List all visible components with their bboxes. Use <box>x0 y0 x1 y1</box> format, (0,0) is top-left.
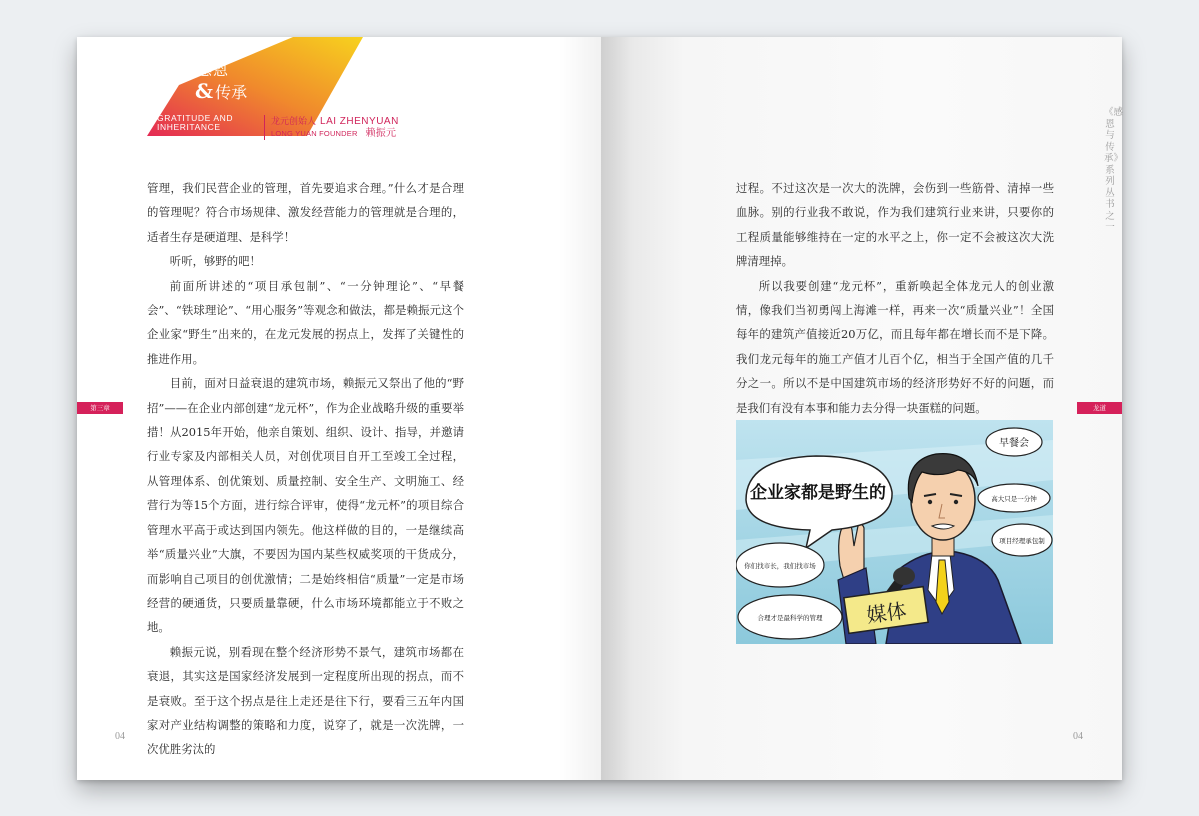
logo-title-en <box>157 114 267 132</box>
paragraph: 过程。不过这次是一次大的洗牌，会伤到一些筋骨、清掉一些血脉。别的行业我不敢说，作为我们建筑行业来讲，只要你的工程质量能够维持在一定的水平之上，你一定不会被这次大洗牌清理掉。 <box>736 181 1054 269</box>
founder-credit <box>264 115 399 140</box>
chapter-tab-right: 龙道 <box>1077 402 1122 414</box>
logo-title-cn: 感恩 <box>197 61 230 79</box>
series-title: 《感恩与传承》系列丛书之一 <box>1104 107 1124 233</box>
logo-subtitle-cn <box>195 79 248 103</box>
bubble-fight-text: 你们找市长，我们找市场 <box>744 562 816 570</box>
book-spread <box>77 37 1122 780</box>
logo-title-en-line2: INHERITANCE <box>157 122 221 132</box>
paragraph: 目前，面对日益衰退的建筑市场，赖振元又祭出了他的“野招”——在企业内部创建“龙元杯”，作为企业战略升级的重要举措！从2015年开始，他亲自策划、组织、设计、指导，并邀请行业专家及内部相关人员，对创优项目自开工至竣工全过程，从管理体系、创优策划、质量控制、安全生产、文明施工、经营行为等15个方面，进行综合评审，使得“龙元杯”的项目综合管理水平高于或达到国内领先。他这样做的目的，一是继续高举“质量兴业”大旗，不要因为国内某些权威奖项的干货成分，而影响自己项目的创优激情；二是始终相信“质量”一定是市场经营的硬通货，只要质量靠硬，什么市场环境都能立于不败之地。 <box>147 376 464 635</box>
logo-title-en-line1: GRATITUDE AND <box>157 113 234 123</box>
chapter-tab-left: 第三章 <box>77 402 123 414</box>
page-number-right: 04 <box>1073 731 1083 742</box>
left-body-text <box>147 176 464 762</box>
paragraph: 听听，够野的吧！ <box>169 254 261 269</box>
right-body-text <box>736 176 1054 420</box>
bubble-main-text: 企业家都是野生的 <box>750 483 886 503</box>
paragraph: 前面所讲述的“项目承包制”、“一分钟理论”、“早餐会”、“铁球理论”、“用心服务”等观念和做法，都是赖振元这个企业家“野生”出来的，在龙元发展的拐点上，发挥了关键性的推进作用。 <box>147 278 464 366</box>
bubble-project-text: 项目经理承包制 <box>999 537 1045 545</box>
founder-label-cn: 龙元创始人 <box>271 116 317 126</box>
founder-name-cn: 赖振元 <box>365 128 397 139</box>
paragraph: 管理，我们民营企业的管理，首先要追求合理。”什么才是合理的管理呢？符合市场规律、激发经营能力的管理就是合理的，适者生存是硬道理、是科学！ <box>147 181 464 244</box>
logo-title-cn-2: 传承 <box>215 83 248 102</box>
cartoon-illustration <box>736 420 1053 644</box>
paragraph: 赖振元说，别看现在整个经济形势不景气，建筑市场都在衰退，其实这是国家经济发展到一定程度所出现的拐点，而不是衰败。至于这个拐点是往上走还是往下行，要看三五年内国家对产业结构调整的策略和力度，说穿了，就是一次洗牌，一次优胜劣汰的 <box>147 644 464 757</box>
logo-ampersand: & <box>195 79 214 103</box>
founder-name-en: LAI ZHENYUAN <box>320 116 399 127</box>
media-sign-text: 媒体 <box>864 598 908 628</box>
left-page <box>77 37 601 780</box>
bubble-mgmt-text: 合理才是最科学的管理 <box>757 614 823 622</box>
paragraph: 所以我要创建“龙元杯”，重新唤起全体龙元人的创业激情，像我们当初勇闯上海滩一样，再来一次“质量兴业”！全国每年的建筑产值接近20万亿，而且每年都在增长而不是下降。我们龙元每年的施工产值才儿百个亿，相当于全国产值的几千分之一。所以不是中国建筑市场的经济形势好不好的问题，而是我们有没有本事和能力去分得一块蛋糕的问题。 <box>736 278 1054 415</box>
bubble-minute-text: 高大只是一分钟 <box>991 495 1037 503</box>
founder-label-en: LONG YUAN FOUNDER <box>271 129 358 138</box>
cartoon-drawing <box>736 420 1053 644</box>
bubble-breakfast-text: 早餐会 <box>999 438 1029 449</box>
page-number-left: 04 <box>115 731 125 742</box>
